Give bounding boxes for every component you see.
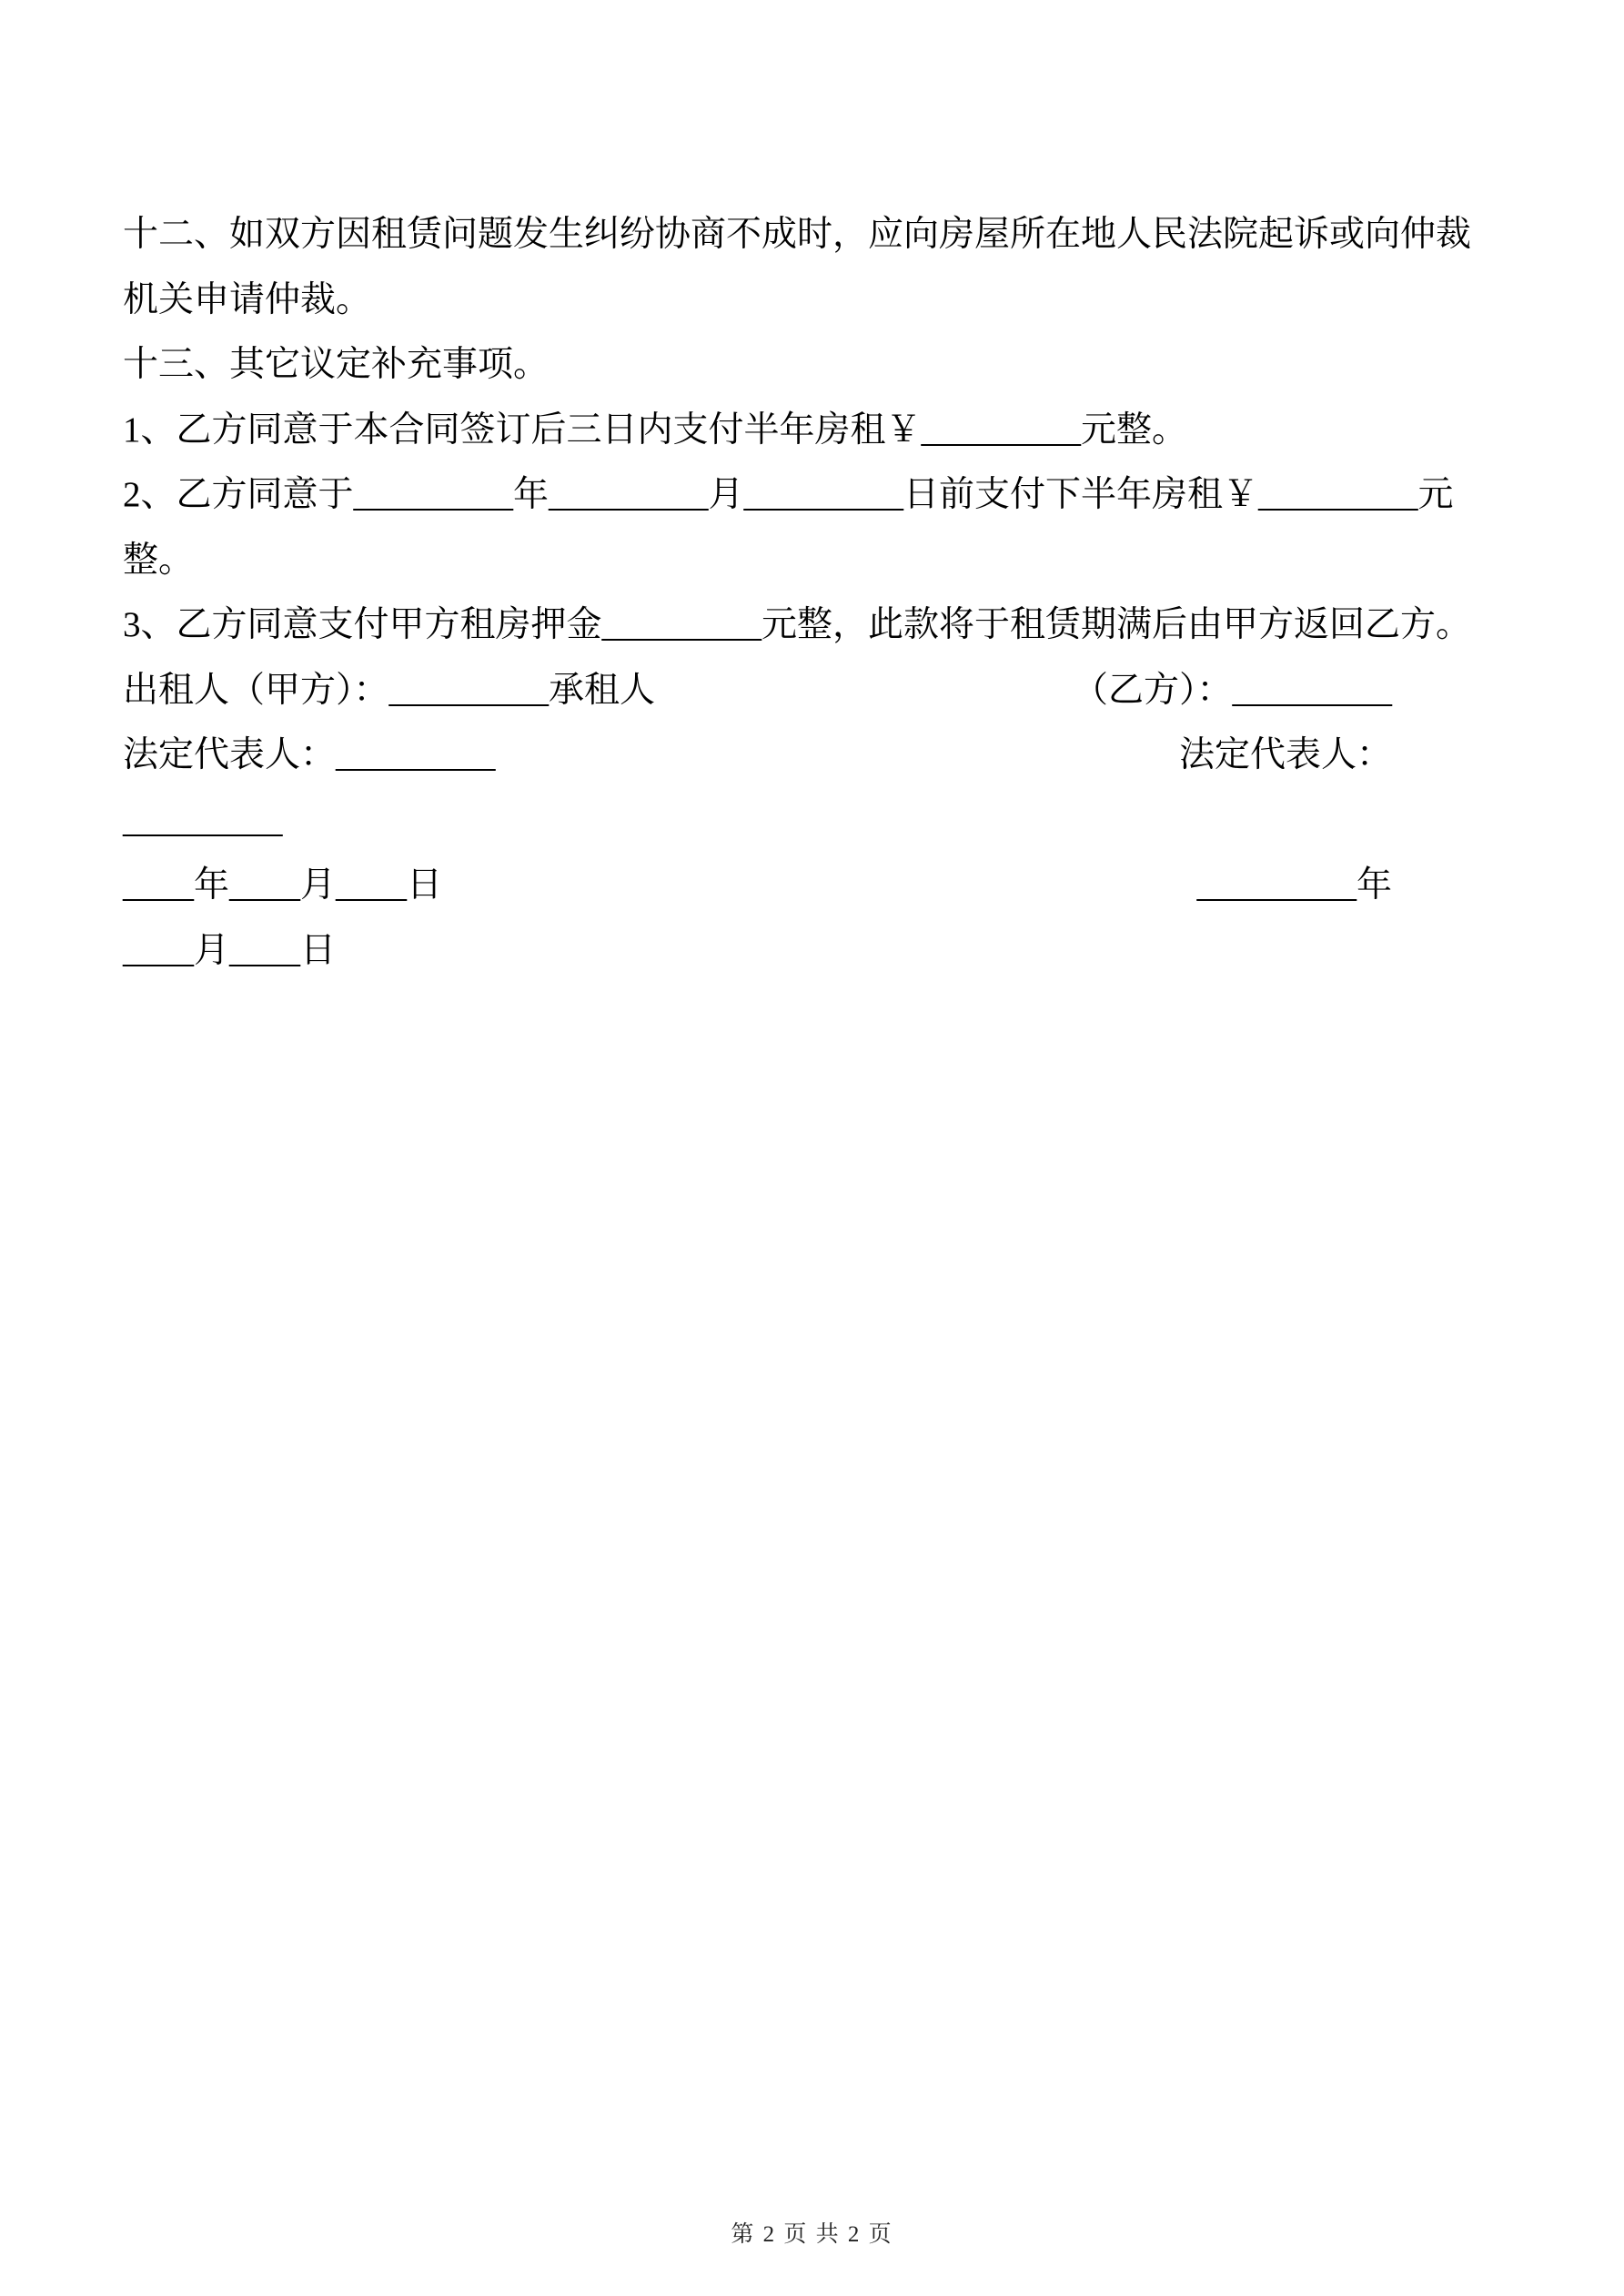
legal-representative-b-label: 法定代表人： [1178, 735, 1392, 774]
supplement-item-3: 3、乙方同意支付甲方租房押金_________元整，此款将于租赁期满后由甲方返回乙方。 [123, 605, 1472, 644]
supplement-item-2-line-1: 2、乙方同意于_________年_________月_________日前支付下半年房租￥_________元 [123, 475, 1454, 514]
contract-body [123, 202, 1501, 983]
supplement-item-2-line-2: 整。 [123, 540, 195, 580]
date-party-b-month-day: ____月____日 [123, 930, 337, 970]
signature-row-legal-representatives [123, 723, 1501, 788]
lessee-party-b-label: （乙方）：_________ [1072, 670, 1392, 710]
legal-representative-b-blank: _________ [123, 800, 283, 840]
lessor-party-a-label: 出租人（甲方）：_________承租人 [123, 670, 656, 710]
clause-13-heading: 十三、其它议定补充事项。 [123, 345, 550, 384]
legal-representative-a-label: 法定代表人：_________ [123, 735, 496, 774]
clause-12-line-1: 十二、如双方因租赁问题发生纠纷协商不成时，应向房屋所在地人民法院起诉或向仲裁 [123, 215, 1472, 254]
supplement-item-1: 1、乙方同意于本合同签订后三日内支付半年房租￥_________元整。 [123, 410, 1188, 450]
date-party-b-year: _________年 [1196, 865, 1392, 905]
clause-12-line-2: 机关申请仲裁。 [123, 279, 372, 319]
signature-row-dates [123, 853, 1501, 918]
signature-row-parties [123, 658, 1501, 723]
page-number-footer: 第 2 页 共 2 页 [731, 2222, 893, 2247]
date-party-a: ____年____月____日 [123, 865, 443, 905]
